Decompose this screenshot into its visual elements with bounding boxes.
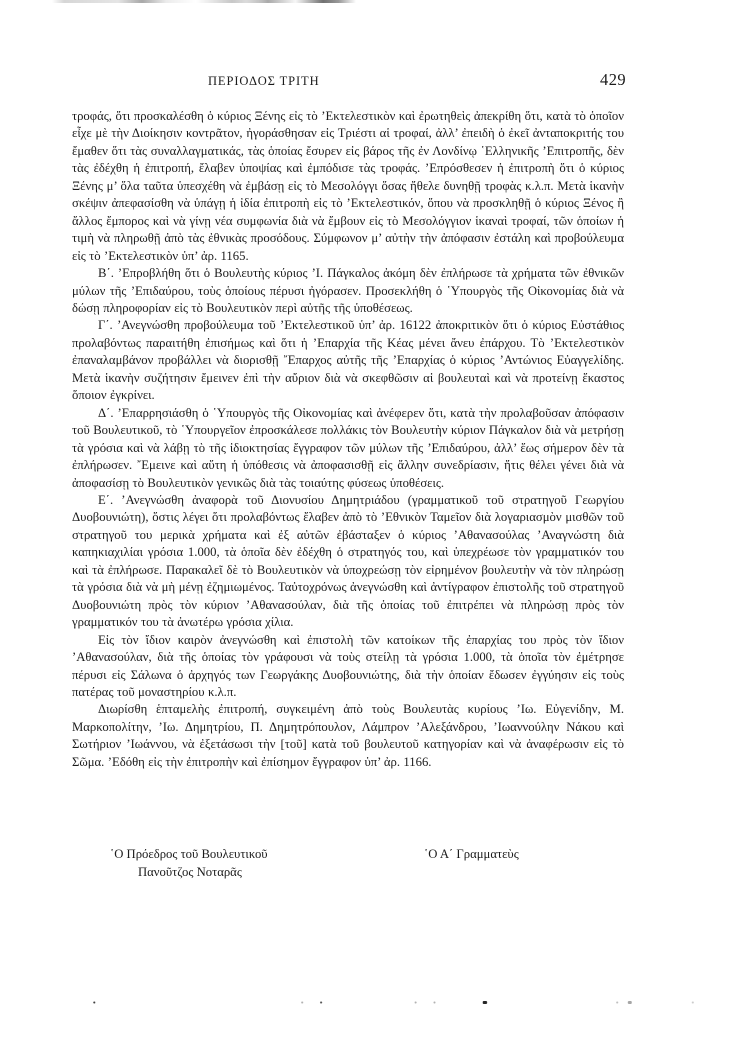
page-number: 429 xyxy=(600,70,626,89)
body-text xyxy=(72,108,624,771)
paragraph-continued-trofas: τροφάς, ὅτι προσκαλέσθη ὁ κύριος Ξένης εἰς τὸ ’Εκτελεστικὸν καὶ ἐρωτηθεὶς ἀπεκρίθη ὅτι, κατὰ τὸ ὁποῖον εἶχε μὲ τὴν Διοίκησιν κοντρᾶτον, ἠγοράσθησαν εἰς Τριέστι αἱ τροφαί, ἀλλ’ ἐπειδὴ ὁ ἐκεῖ ἀνταποκριτής του ἔμαθεν ὅτι τὰς συναλλαγματικάς, τὰς ὁποίας ἔσυρεν εἰς βάρος τῆς ἐν Λονδίνῳ ῾Ελληνικῆς ’Επιτροπῆς, δὲν τὰς ἐδέχθη ἡ ἐπιτροπή, ἔλαβεν ὑποψίας καὶ ἐμπόδισε τὰς τροφάς. ’Επρόσθεσεν ἡ ἐπιτροπὴ ὅτι ὁ κύριος Ξένης μ’ ὅλα ταῦτα ὑπεσχέθη νὰ ἐμβάσῃ εἰς τὸ Μεσολόγγι ὅσας ἤθελε δυνηθῇ τροφὰς κ.λ.π. Μετὰ ἱκανὴν σκέψιν ἀπεφασίσθη νὰ ὑπάγῃ ἡ ἰδία ἐπιτροπὴ εἰς τὸ ’Εκτελεστικόν, ὅπου νὰ προσκληθῇ ὁ κύριος Ξένος ἢ ἄλλος ἔμπορος καὶ νὰ γίνῃ νέα συμφωνία διὰ νὰ ἔμβουν εἰς τὸ Μεσολόγγιον ἱκαναὶ τροφαί, τῶν ὁποίων ἡ τιμὴ νὰ πληρωθῇ ἀπὸ τὰς ἐθνικὰς προσόδους. Σύμφωνον μ’ αὐτὴν τὴν ἀπόφασιν ἐστάλη καὶ προβούλευμα εἰς τὸ ’Εκτελεστικὸν ὑπ’ ἀρ. 1165. xyxy=(72,109,624,263)
signature-president xyxy=(110,845,268,881)
signature-secretary xyxy=(424,845,519,863)
paragraph-delta: Δ΄. ’Επαρρησιάσθη ὁ ῾Υπουργὸς τῆς Οἰκονομίας καὶ ἀνέφερεν ὅτι, κατὰ τὴν προλαβοῦσαν ἀπόφασιν τοῦ Βουλευτικοῦ, τὸ ῾Υπουργεῖον ἐπροσκάλεσε πολλάκις τὸν Βουλευτὴν κύριον Πάγκαλον διὰ νὰ μετρήσῃ τὰ γρόσια καὶ νὰ λάβῃ τὸ τῆς ἰδιοκτησίας ἔγγραφον τῶν μύλων τῆς ’Επιδαύρου, ἀλλ’ ἕως σήμερον δὲν τὰ ἐπλήρωσεν. ῎Εμεινε καὶ αὕτη ἡ ὑπόθεσις νὰ ἀποφασισθῇ εἰς ἄλλην συνεδρίασιν, ἥτις θέλει γένει διὰ νὰ ἀποφασίσῃ τὸ Βουλευτικὸν γενικῶς διὰ τὰς τοιαύτης φύσεως ὑποθέσεις. xyxy=(72,405,624,490)
signature-secretary-title: ῾Ο Α΄ Γραμματεὺς xyxy=(424,847,519,861)
signature-president-name: Πανοῦτζος Νοταρᾶς xyxy=(138,865,242,879)
paragraph-epsilon: Ε΄. ’Ανεγνώσθη ἀναφορὰ τοῦ Διονυσίου Δημητριάδου (γραμματικοῦ τοῦ στρατηγοῦ Γεωργίου Δυοβουνιώτη), ὅστις λέγει ὅτι προλαβόντως ἔλαβεν ἀπὸ τὸ ’Εθνικὸν Ταμεῖον διὰ λογαριασμὸν μισθῶν τοῦ στρατηγοῦ του μερικὰ χρήματα καὶ ἐξ αὐτῶν ἐβάσταξεν ὁ κύριος ’Αθανασούλας ’Αναγνώστη διὰ καπηκιαχιλίαι γρόσια 1.000, τὰ ὁποῖα δὲν ἐδέχθη ὁ στρατηγός του, καὶ ὑπεχρέωσε τὸν γραμματικόν του καὶ τὰ ἐπλήρωσε. Παρακαλεῖ δὲ τὸ Βουλευτικὸν νὰ ὑποχρεώσῃ τὸν εἰρημένον βουλευτὴν νὰ τὸν πληρώσῃ τὰ γρόσια διὰ νὰ μὴ μένῃ ἐζημιωμένος. Ταὐτοχρόνως ἀνεγνώσθη καὶ ἀντίγραφον ἐπιστολῆς τοῦ στρατηγοῦ Δυοβουνιώτη πρὸς τὸν κύριον ’Αθανασούλαν, διὰ τῆς ὁποίας τοῦ ἐπιτρέπει νὰ πληρώσῃ πρὸς τὸν γραμματικόν του τὰ ἀνωτέρω γρόσια χίλια. xyxy=(72,492,624,630)
paragraph-committee: Διωρίσθη ἑπταμελὴς ἐπιτροπή, συγκειμένη ἀπὸ τοὺς Βουλευτὰς κυρίους ’Ιω. Εὐγενίδην, Μ. Μαρκοπολίτην, ’Ιω. Δημητρίου, Π. Δημητρόπουλον, Λάμπρον ’Αλεξάνδρου, ’Ιωαννούλην Νάκου καὶ Σωτήριον ’Ιωάννου, νὰ ἐξετάσωσι τὴν [τοῦ] κατὰ τοῦ βουλευτοῦ κατηγορίαν καὶ νὰ ἀναφέρωσιν εἰς τὸ Σῶμα. ’Εδόθη εἰς τὴν ἐπιτροπὴν καὶ ἐπίσημον ἔγγραφον ὑπ’ ἀρ. 1166. xyxy=(72,702,624,769)
signature-president-title: ῾Ο Πρόεδρος τοῦ Βουλευτικοῦ xyxy=(110,847,268,861)
running-head-title: ΠΕΡΙΟΔΟΣ ΤΡΙΤΗ xyxy=(208,74,320,88)
paragraph-gamma: Γ΄. ’Ανεγνώσθη προβούλευμα τοῦ ’Εκτελεστικοῦ ὑπ’ ἀρ. 16122 ἀποκριτικὸν ὅτι ὁ κύριος Εὐστάθιος προλαβόντως παραιτήθη ἐπισήμως καὶ ὅτι ἡ ’Επαρχία τῆς Κέας μένει ἄνευ ἐπάρχου. Τὸ ’Εκτελεστικὸν ἐπαναλαμβάνον προβάλλει νὰ διορισθῇ ῎Επαρχος αὐτῆς τῆς ’Επαρχίας ὁ κύριος ’Αντώνιος Εὐαγγελίδης. Μετὰ ἱκανὴν συζήτησιν ἔμεινεν ἐπὶ τὴν αὔριον διὰ νὰ σκεφθῶσιν αἱ βουλευταὶ καὶ νὰ προτείνῃ ἕκαστος ὅποιον ἐγκρίνει. xyxy=(72,318,624,403)
running-head xyxy=(72,70,626,104)
paragraph-letter-inhabitants: Εἰς τὸν ἴδιον καιρὸν ἀνεγνώσθη καὶ ἐπιστολὴ τῶν κατοίκων τῆς ἐπαρχίας του πρὸς τὸν ἴδιον ’Αθανασούλαν, διὰ τῆς ὁποίας τὸν γράφουσι νὰ τοὺς στείλῃ τὰ γρόσια 1.000, τὰ ὁποῖα τὸν ἐμέτρησε πέρυσι εἰς Σάλωνα ὁ ἀρχηγός των Γεωργάκης Δυοβουνιώτης, διὰ τὴν ὁποίαν ἔδωσεν ἐγγύησιν εἰς τοὺς πατέρας τοῦ μοναστηρίου κ.λ.π. xyxy=(72,632,624,699)
paragraph-beta: Β΄. ’Επροβλήθη ὅτι ὁ Βουλευτὴς κύριος ’Ι. Πάγκαλος ἀκόμη δὲν ἐπλήρωσε τὰ χρήματα τῶν ἐθνικῶν μύλων τῆς ’Επιδαύρου, τοὺς ὁποίους πέρυσι ἠγόρασεν. Προσεκλήθη ὁ ῾Υπουργὸς τῆς Οἰκονομίας διὰ νὰ δώσῃ πληροφορίαν εἰς τὸ Βουλευτικὸν περὶ αὐτῆς τῆς ὑποθέσεως. xyxy=(72,266,624,315)
document-page xyxy=(72,0,624,1052)
